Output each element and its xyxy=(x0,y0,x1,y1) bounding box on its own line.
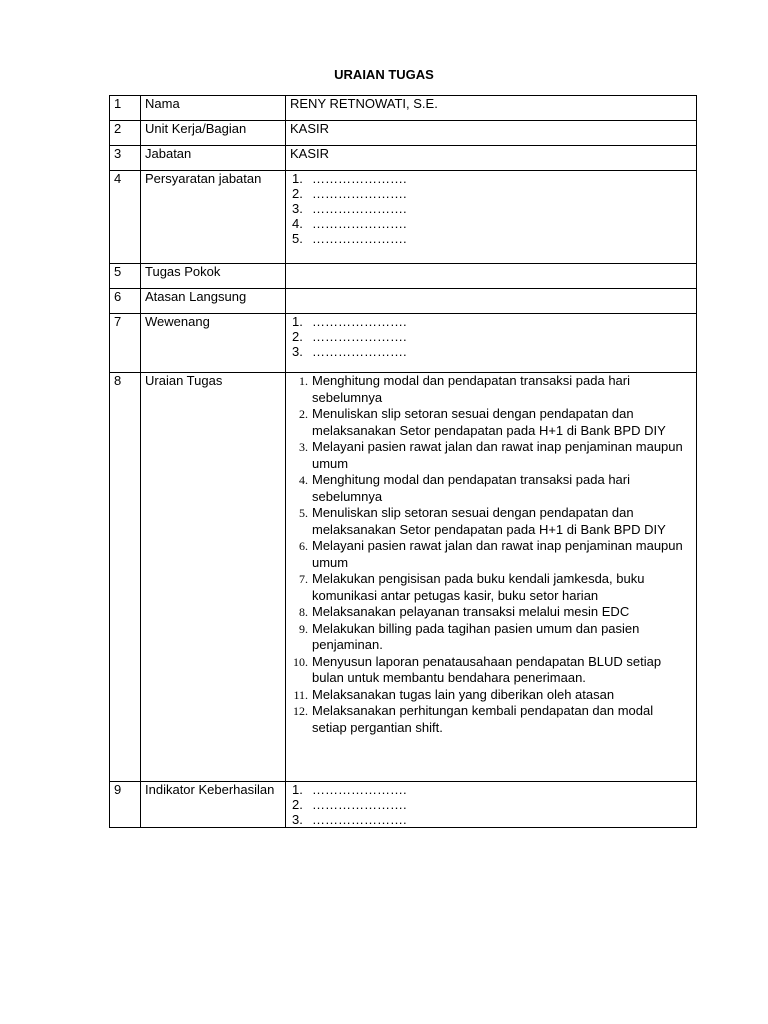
list-item: 2. …………………. xyxy=(292,186,407,201)
list-item: 4. Menghitung modal dan pendapatan transaksi pada hari sebelumnya xyxy=(299,472,631,504)
row-number: 5 xyxy=(110,264,141,289)
list-item: 4. …………………. xyxy=(292,216,407,231)
main-task-value xyxy=(286,264,697,289)
duties-cell xyxy=(286,373,697,782)
row-number: 6 xyxy=(110,289,141,314)
list-item: 2. Menuliskan slip setoran sesuai dengan pendapatan dan melaksanakan Setor pendapatan pada H+1 di Bank BPD DIY xyxy=(299,406,666,438)
table-row xyxy=(110,171,697,264)
duties-list xyxy=(290,373,692,736)
row-label: Atasan Langsung xyxy=(141,289,286,314)
page-title: URAIAN TUGAS xyxy=(334,67,434,82)
list-item: 10. Menyusun laporan penatausahaan pendapatan BLUD setiap bulan untuk membantu bendahara penerimaan. xyxy=(293,653,662,685)
authority-cell xyxy=(286,314,697,373)
requirements-cell xyxy=(286,171,697,264)
row-label: Nama xyxy=(141,96,286,121)
position-value: KASIR xyxy=(286,146,697,171)
list-item: 7. Melakukan pengisisan pada buku kendali jamkesda, buku komunikasi antar petugas kasir, buku setor harian xyxy=(299,571,645,603)
list-item: 11. Melaksanakan tugas lain yang diberikan oleh atasan xyxy=(293,686,615,702)
list-item: 3. …………………. xyxy=(292,201,407,216)
requirements-list xyxy=(290,171,692,246)
row-label: Uraian Tugas xyxy=(141,373,286,782)
list-item: 3. Melayani pasien rawat jalan dan rawat inap penjaminan maupun umum xyxy=(299,439,683,471)
list-item: 1. …………………. xyxy=(292,782,407,797)
table-row xyxy=(110,264,697,289)
list-item: 12. Melaksanakan perhitungan kembali pendapatan dan modal setiap pergantian shift. xyxy=(293,703,654,735)
table-row xyxy=(110,121,697,146)
list-item: 2. …………………. xyxy=(292,797,407,812)
row-label: Persyaratan jabatan xyxy=(141,171,286,264)
row-label: Tugas Pokok xyxy=(141,264,286,289)
list-item: 1. Menghitung modal dan pendapatan transaksi pada hari sebelumnya xyxy=(299,373,631,405)
table-row xyxy=(110,289,697,314)
indicators-cell xyxy=(286,782,697,828)
table-row xyxy=(110,782,697,828)
row-number: 3 xyxy=(110,146,141,171)
row-number: 4 xyxy=(110,171,141,264)
table-row xyxy=(110,96,697,121)
table-row xyxy=(110,314,697,373)
list-item: 1. …………………. xyxy=(292,171,407,186)
row-label: Wewenang xyxy=(141,314,286,373)
row-number: 1 xyxy=(110,96,141,121)
list-item: 9. Melakukan billing pada tagihan pasien umum dan pasien penjaminan. xyxy=(299,620,640,652)
row-label: Indikator Keberhasilan xyxy=(141,782,286,828)
table-row xyxy=(110,146,697,171)
list-item: 5. …………………. xyxy=(292,231,407,246)
list-item: 3. …………………. xyxy=(292,344,407,359)
row-number: 7 xyxy=(110,314,141,373)
row-number: 8 xyxy=(110,373,141,782)
job-description-table xyxy=(109,95,697,828)
row-label: Unit Kerja/Bagian xyxy=(141,121,286,146)
list-item: 2. …………………. xyxy=(292,329,407,344)
list-item: 3. …………………. xyxy=(292,812,407,827)
unit-value: KASIR xyxy=(286,121,697,146)
row-number: 9 xyxy=(110,782,141,828)
list-item: 5. Menuliskan slip setoran sesuai dengan pendapatan dan melaksanakan Setor pendapatan pada H+1 di Bank BPD DIY xyxy=(299,505,666,537)
employee-name: RENY RETNOWATI, S.E. xyxy=(286,96,697,121)
list-item: 8. Melaksanakan pelayanan transaksi melalui mesin EDC xyxy=(299,604,630,619)
indicators-list xyxy=(290,782,692,827)
row-label: Jabatan xyxy=(141,146,286,171)
supervisor-value xyxy=(286,289,697,314)
table-row xyxy=(110,373,697,782)
list-item: 1. …………………. xyxy=(292,314,407,329)
list-item: 6. Melayani pasien rawat jalan dan rawat inap penjaminan maupun umum xyxy=(299,538,683,570)
authority-list xyxy=(290,314,692,359)
row-number: 2 xyxy=(110,121,141,146)
